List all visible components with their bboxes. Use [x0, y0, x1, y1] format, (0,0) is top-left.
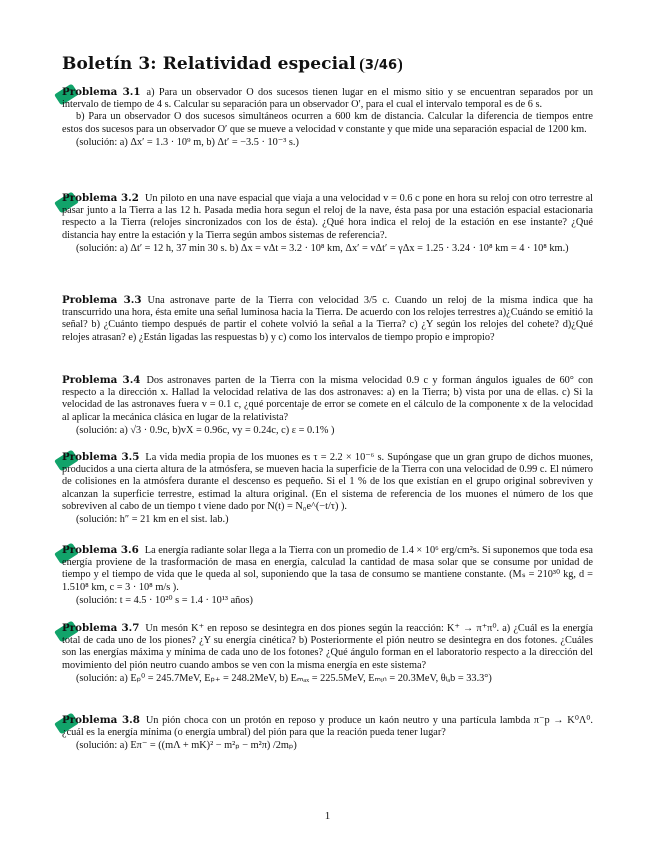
problem-text: Un piloto en una nave espacial que viaja a una velocidad v = 0.6 c pone en hora su reloj con otro terrestre al pasar junto a la Tierra a las 12 h. Pasada media hora segun el reloj de la nave, ésta pasa por una estación espacial estacionaria respecto a la Tierra (relojes sincronizados con los de ésta). ¿Qué hora indica el reloj de la estación en ese instante? ¿Qué distancia hay entre la estación y la Tierra según ambos sistemas de referencia?. — [62, 193, 594, 241]
problem-label: Problema 3.6 — [62, 544, 139, 556]
problem-text: La vida media propia de los muones es τ = 2.2 × 10⁻⁶ s. Supóngase que un gran grupo de dichos muones, producidos a una cierta altura de la atmósfera, se mueven hacia la superficie de la Tierra con una velocidad de 0.99 c. El número de colisiones en la atmósfera durante el descenso es pequeño. Si el 1 % de los que existían en el grupo original sobreviven y alcanzan la superficie terrestre, estimad la altura original. (En el sistema de referencia de los muones el número de los que sobreviven al cabo de un tiempo t viene dado por N(t) = N₀e^(−t/τ) ). — [62, 452, 593, 512]
problem-3-5 — [62, 451, 593, 526]
problem-3-8 — [62, 714, 593, 753]
handwritten-page-count: 3/46 — [360, 58, 402, 73]
problem-text: Un pión choca con un protón en reposo y produce un kaón neutro y una partícula lambda π⁻p → K⁰Λ⁰. ¿cuál es la energía mínima (o energía umbral) del pión para que la reación pueda tener lugar? — [62, 715, 594, 739]
problem-label: Problema 3.2 — [62, 192, 139, 204]
problem-solution: (solución: t = 4.5 · 10²⁰ s = 1.4 · 10¹³ años) — [76, 594, 253, 606]
problem-3-6 — [62, 544, 593, 607]
problem-text: Un mesón K⁺ en reposo se desintegra en dos piones según la reacción: K⁺ → π⁺π⁰. a) ¿Cuál es la energía total de cada uno de los piones? ¿Y su energía cinética? b) Posteriormente el pión neutro se desintegra en dos fotones. ¿Cuáles son las energías máxima y mínima de cada uno de los fotones? ¿Qué ángulo forman en el laboratorio respecto a la dirección del movimiento del pión neutro cuando ambos se ven con la misma energía en este sistema? — [62, 623, 593, 671]
problem-text: b) Para un observador O dos sucesos simultáneos ocurren a 600 km de distancia. Calcular la diferencia de tiempos entre estos dos sucesos para un observador O′ que se mueve a velocidad v constante y que mide una separación espacial de 1200 km. — [62, 111, 593, 135]
problem-text: Dos astronaves parten de la Tierra con la misma velocidad 0.9 c y forman ángulos iguales de 60° con respecto a la dirección x. Hallad la velocidad relativa de las dos astronaves: a) en la Tierra; b) vista por una de ellas. c) Si la velocidad de las astronaves fuera v = 0.1 c, ¿qué porcentaje de error se comete en el cálculo de la componente x de la velocidad al aplicar la mecánica clásica en lugar de la relativista? — [62, 375, 593, 423]
problem-solution: (solución: a) √3 · 0.9c, b)vX = 0.96c, vy = 0.24c, c) ε = 0.1% ) — [76, 424, 335, 436]
problem-label: Problema 3.1 — [62, 86, 141, 98]
problem-text: La energía radiante solar llega a la Tierra con un promedio de 1.4 × 10⁶ erg/cm²s. Si suponemos que toda esa energía proviene de la trasformación de masa en energía, calculad la cantidad de masa solar que se consume por unidad de tiempo y el tiempo de vida que le queda al sol, suponiendo que la tasa de consumo se mantiene constante. (Mₛ = 210³⁰ kg, d = 1.510⁸ km, c = 3 · 10⁸ m/s ). — [62, 545, 593, 593]
problem-solution: (solución: h″ = 21 km en el sist. lab.) — [76, 514, 229, 526]
problem-3-1 — [62, 86, 593, 149]
page-title: Boletín 3: Relatividad especial 3/46 — [62, 54, 402, 74]
problem-3-2 — [62, 192, 593, 255]
problem-3-4 — [62, 374, 593, 437]
problem-solution: (solución: a) Eπ⁻ = ((mΛ + mK)² − m²ₚ − m²π) /2mₚ) — [76, 740, 297, 752]
problem-label: Problema 3.5 — [62, 451, 140, 463]
problem-solution: (solución: a) Eₚ⁰ = 245.7MeV, Eₚ₊ = 248.2MeV, b) Eₘₐₓ = 225.5MeV, Eₘᵢₙ = 20.3MeV, θₗₐb = 33.3°) — [76, 672, 492, 684]
problem-label: Problema 3.4 — [62, 374, 141, 386]
problem-label: Problema 3.8 — [62, 714, 140, 726]
problem-solution: (solución: a) Δt′ = 12 h, 37 min 30 s. b) Δx = vΔt = 3.2 · 10⁸ km, Δx′ = vΔt′ = γΔx = 1.25 · 3.24 · 10⁸ km = 4 · 10⁸ km.) — [76, 242, 569, 254]
page-number: 1 — [324, 810, 331, 822]
problem-3-3 — [62, 294, 593, 344]
problem-label: Problema 3.7 — [62, 622, 140, 634]
problem-label: Problema 3.3 — [62, 294, 142, 306]
problem-solution: (solución: a) Δx′ = 1.3 · 10⁹ m, b) Δt′ = −3.5 · 10⁻³ s.) — [76, 136, 299, 148]
problem-3-7 — [62, 622, 593, 685]
problem-text: a) Para un observador O dos sucesos tienen lugar en el mismo sitio y se encuentran separados por un intervalo de tiempo de 4 s. Calcular su separación para un observador O′, para el cual el intervalo temporal es de 6 s. — [62, 87, 593, 111]
problem-text: Una astronave parte de la Tierra con velocidad 3/5 c. Cuando un reloj de la misma indica que ha transcurrido una hora, ésta emite una señal luminosa hacia la Tierra. De acuerdo con los relojes terrestres a)¿Cuándo se emitió la señal? b) ¿Cuánto tiempo después de partir el cohete volvió la señal a la Tierra? c) ¿Y según los relojes del cohete? d)¿Qué relojes atrasan? e) ¿Están ligadas las respuestas b) y c) como los intervalos de tiempo propio e impropio? — [62, 295, 593, 343]
